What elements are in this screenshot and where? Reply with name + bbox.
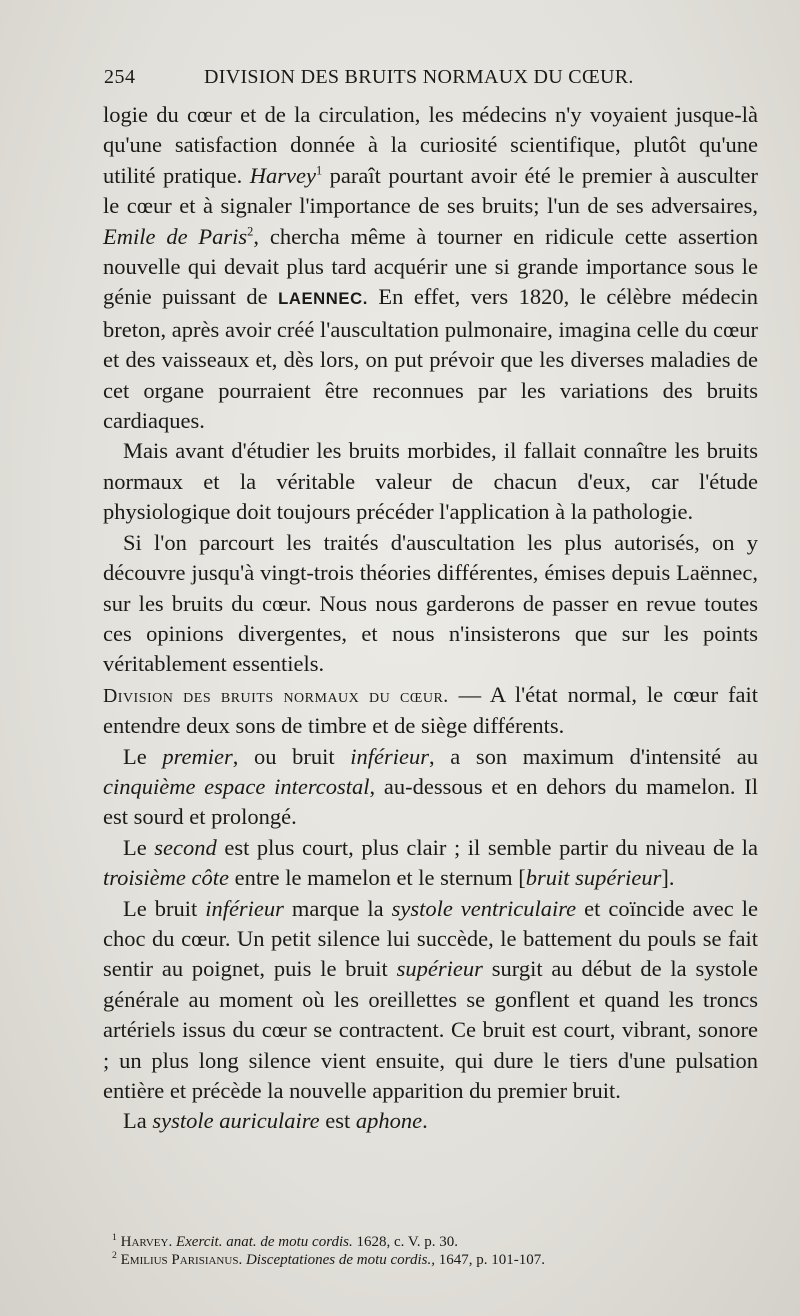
name-laennec: LAENNEC. bbox=[278, 289, 368, 309]
footnote-ref-1: 1 bbox=[316, 163, 323, 178]
paragraph-1: logie du cœur et de la circulation, les médecins n'y voyaient jusque-là qu'une satisfaction donnée à la curiosité scientifique, plutôt qu'une utilité pratique. Harvey$^1$ paraît pourtant avoir été le premier à ausculter le cœur et à signaler l'importance de ses bruits; l'un de ses adversaires, Emile de Paris$^2$, chercha même à tourner en ridicule cette assertion nouvelle qui devait plus tard acquérir une si grande importance sous le génie puissant de LAENNEC. En effet, vers 1820, le célèbre médecin breton, après avoir créé l'auscultation pulmonaire, imagina celle du cœur et des vaisseaux et, dès lors, on put prévoir que les diverses maladies de cet organe pourraient être reconnues par les variations des bruits cardiaques. bbox=[103, 102, 758, 434]
page-header bbox=[104, 66, 760, 96]
footnote-2: $^2$ Emilius Parisianus. Disceptationes de motu cordis., 1647, p. 101-107. bbox=[112, 1250, 545, 1268]
paragraph-2: Mais avant d'étudier les bruits morbides, il fallait connaître les bruits normaux et la véritable valeur de chacun d'eux, car l'étude physiologique doit toujours précéder l'application à la pathologie. bbox=[103, 438, 758, 525]
paragraph-8: La systole auriculaire est aphone. bbox=[123, 1108, 428, 1134]
section-heading: Division des bruits normaux du cœur. bbox=[103, 684, 449, 707]
paragraph-4: Division des bruits normaux du cœur. — A l'état normal, le cœur fait entendre deux sons de timbre et de siège différents. bbox=[103, 681, 758, 739]
name-emile-de-paris: Emile de Paris bbox=[103, 223, 248, 249]
page-number: 254 bbox=[104, 66, 136, 88]
main-text bbox=[103, 100, 758, 1137]
footnote-ref-2: 2 bbox=[247, 224, 254, 239]
paragraph-5: Le premier, ou bruit inférieur, a son maximum d'intensité au cinquième espace intercostal, au-dessous et en dehors du mamelon. Il est sourd et prolongé. bbox=[103, 743, 759, 830]
paragraph-3: Si l'on parcourt les traités d'auscultation les plus autorisés, on y découvre jusqu'à vingt-trois théories différentes, émises depuis Laënnec, sur les bruits du cœur. Nous nous garderons de passer en revue toutes ces opinions divergentes, et nous n'insisterons que sur les points véritablement essentiels. bbox=[103, 529, 758, 677]
paragraph-7: Le bruit inférieur marque la systole ventriculaire et coïncide avec le choc du cœur. Un petit silence lui succède, le battement du pouls se fait sentir au poignet, puis le bruit supérieur surgit au début de la systole générale au moment où les oreillettes se gonflent et quand les troncs artériels issus du cœur se contractent. Ce bruit est court, vibrant, sonore ; un plus long silence vient ensuite, qui dure le tiers d'une pulsation entière et précède la nouvelle apparition du premier bruit. bbox=[103, 895, 758, 1103]
paragraph-6: Le second est plus court, plus clair ; il semble partir du niveau de la troisième côte entre le mamelon et le sternum [bruit supérieur]. bbox=[103, 834, 758, 891]
name-harvey: Harvey bbox=[249, 162, 316, 188]
footnote-1: $^1$ Harvey. Exercit. anat. de motu cordis. 1628, c. V. p. 30. bbox=[112, 1232, 459, 1250]
running-title: DIVISION DES BRUITS NORMAUX DU CŒUR. bbox=[204, 66, 634, 88]
footnotes bbox=[106, 1233, 756, 1269]
